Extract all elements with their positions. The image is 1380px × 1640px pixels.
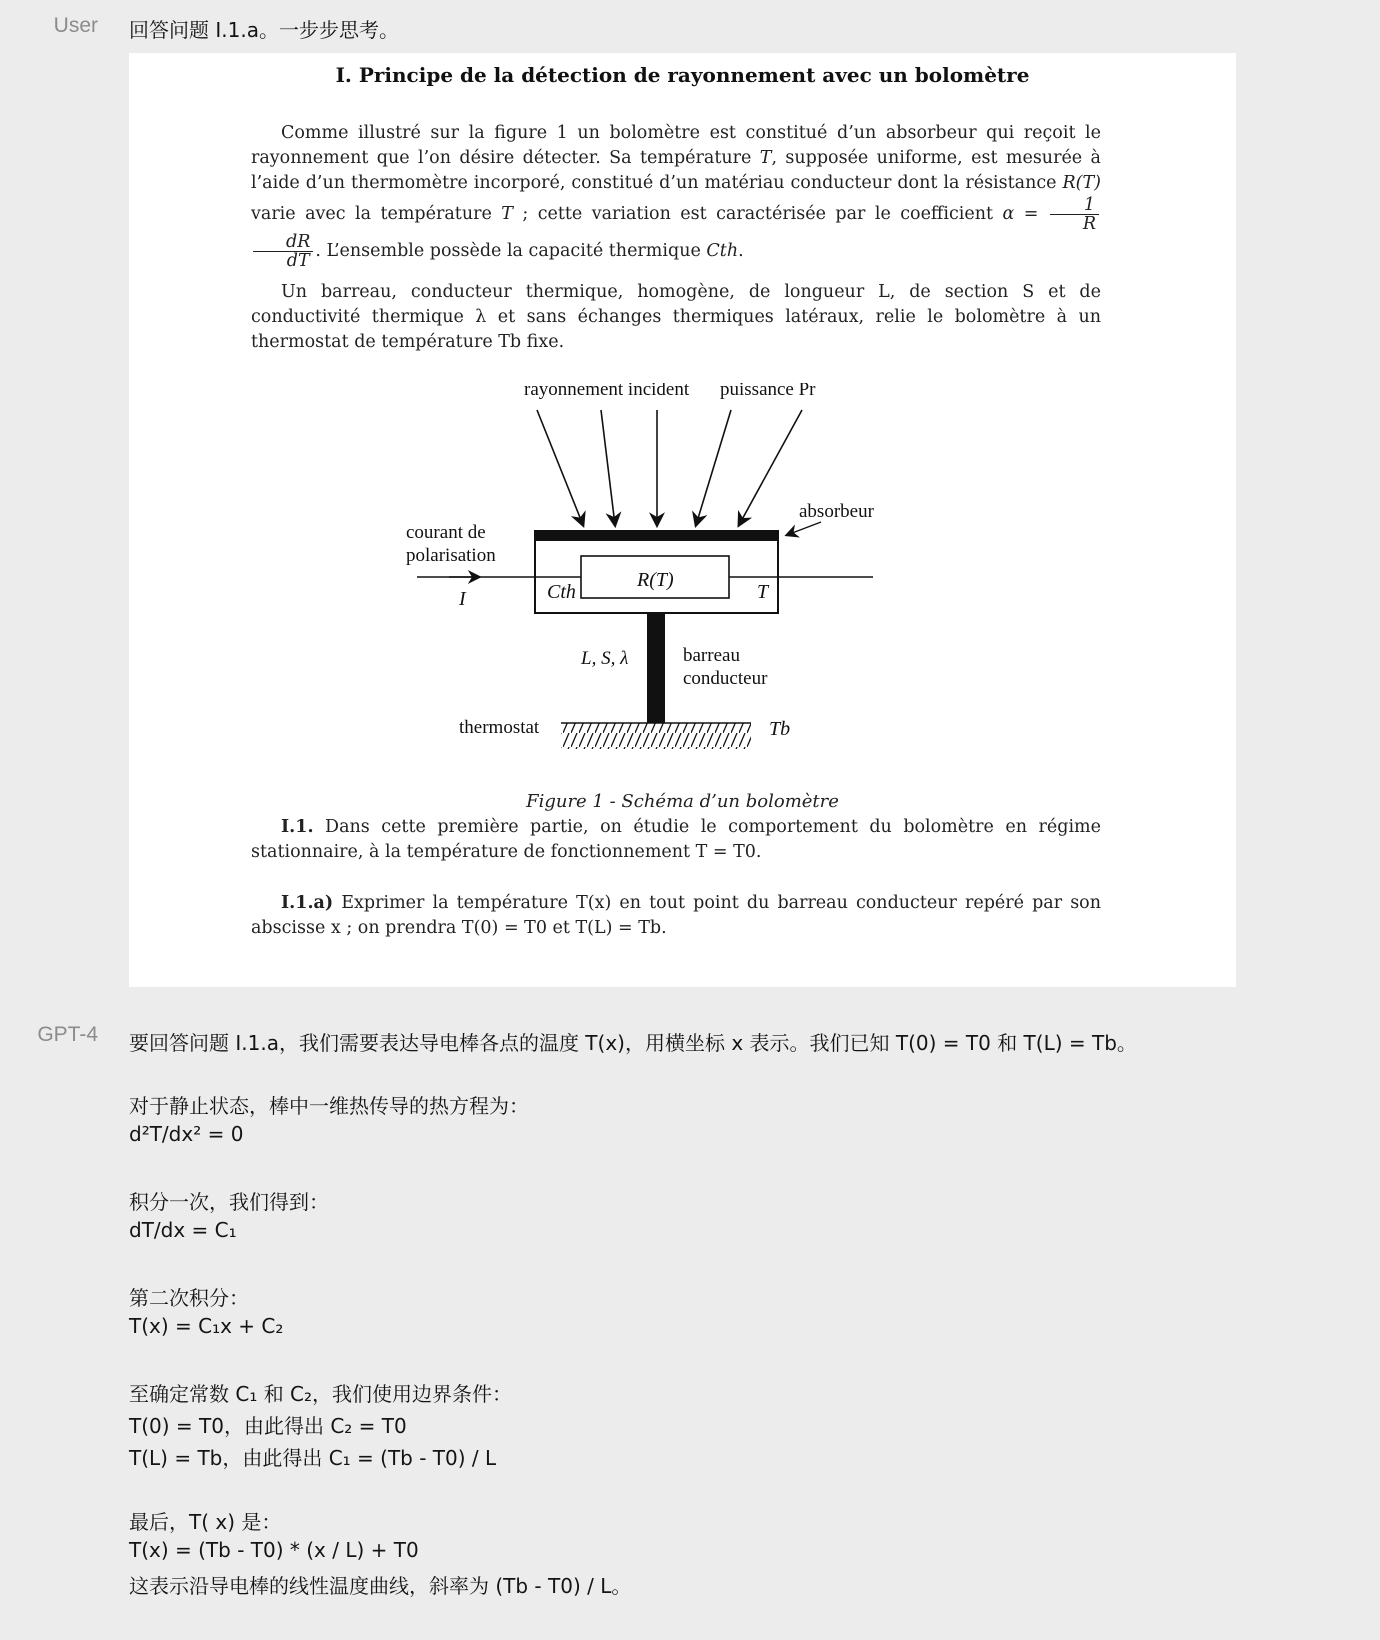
label-courant-line2: polarisation <box>406 545 496 566</box>
assistant-line: 第二次积分： <box>129 1286 249 1310</box>
document-paragraph-1: Comme illustré sur la figure 1 un bolomètre est constitué d’un absorbeur qui reçoit le rayonnement que l’on désire détecter. Sa température T, supposée uniforme, est mesurée à l’aide d’un thermomètre incorporé, constitué d’un matériau conducteur dont la résistance R(T) varie avec la température T ; cette variation est caractérisée par le coefficient α = $\frac{1}{R}$ $\frac{dR}{dT}$ . L’ensemble possède la capacité thermique Cth. <box>251 123 1101 271</box>
document-title: I. Principe de la détection de rayonnement avec un bolomètre <box>335 63 1030 87</box>
user-prompt: 回答问题 I.1.a。一步步思考。 <box>129 18 399 42</box>
radiation-arrow <box>696 410 731 525</box>
label-puissance: puissance Pr <box>720 383 816 400</box>
attached-document-image <box>129 53 1236 987</box>
radiation-arrow <box>537 410 583 525</box>
document-paragraph-2: Un barreau, conducteur thermique, homogène, de longueur L, de section S et de conductivité thermique λ et sans échanges thermiques latéraux, relie le bolomètre à un thermostat de température Tb fixe. <box>251 282 1101 352</box>
figure-caption: Figure 1 - Schéma d’un bolomètre <box>526 791 839 812</box>
user-role-label: User <box>53 14 98 37</box>
radiation-arrow <box>739 410 802 525</box>
assistant-line: 要回答问题 I.1.a，我们需要表达导电棒各点的温度 T(x)，用横坐标 x 表示。我们已知 T(0) = T0 和 T(L) = Tb。 <box>129 1031 1137 1055</box>
assistant-equation: dT/dx = C₁ <box>129 1218 237 1242</box>
fraction-one-over-r: $\frac{1}{R}$ <box>1050 196 1099 233</box>
assistant-line: 这表示沿导电棒的线性温度曲线，斜率为 (Tb - T0) / L。 <box>129 1574 632 1598</box>
thermostat-hatching <box>561 723 751 749</box>
assistant-equation: T(x) = C₁x + C₂ <box>129 1314 284 1338</box>
assistant-line: 最后，T( x) 是： <box>129 1510 282 1534</box>
assistant-line: T(0) = T0，由此得出 C₂ = T0 <box>129 1414 407 1438</box>
document-paragraph-3: I.1. Dans cette première partie, on étudie le comportement du bolomètre en régime stationnaire, à la température de fonctionnement T = T0. <box>251 817 1101 862</box>
absorber-pointer <box>787 522 821 535</box>
label-resistance: R(T) <box>637 569 674 591</box>
absorber-plate <box>535 531 778 541</box>
assistant-line: 对于静止状态，棒中一维热传导的热方程为： <box>129 1094 529 1118</box>
label-barreau-line2: conducteur <box>683 668 768 689</box>
assistant-line: T(L) = Tb，由此得出 C₁ = (Tb - T0) / L <box>129 1446 497 1470</box>
label-thermostat: thermostat <box>459 717 540 738</box>
label-current-i: I <box>459 588 466 610</box>
label-tb: Tb <box>769 718 791 740</box>
document-paragraph-4: I.1.a) Exprimer la température T(x) en tout point du barreau conducteur repéré par son abscisse x ; on prendra T(0) = T0 et T(L) = Tb. <box>251 893 1101 938</box>
label-cth: Cth <box>547 581 576 603</box>
assistant-line: 积分一次，我们得到： <box>129 1190 329 1214</box>
assistant-equation: d²T/dx² = 0 <box>129 1122 244 1146</box>
label-rayonnement: rayonnement incident <box>524 383 690 400</box>
label-barreau-line1: barreau <box>683 645 740 666</box>
radiation-arrow <box>601 410 615 525</box>
assistant-role-label: GPT-4 <box>37 1023 98 1046</box>
label-bar-params: L, S, λ <box>581 648 629 669</box>
label-courant-line1: courant de <box>406 522 486 543</box>
fraction-dr-over-dt: $\frac{dR}{dT}$ <box>253 233 313 270</box>
assistant-equation: T(x) = (Tb - T0) * (x / L) + T0 <box>129 1538 419 1562</box>
conducting-bar <box>647 613 665 723</box>
label-temperature: T <box>757 581 769 603</box>
label-absorbeur: absorbeur <box>799 501 874 522</box>
assistant-line: 至确定常数 C₁ 和 C₂，我们使用边界条件： <box>129 1382 513 1406</box>
